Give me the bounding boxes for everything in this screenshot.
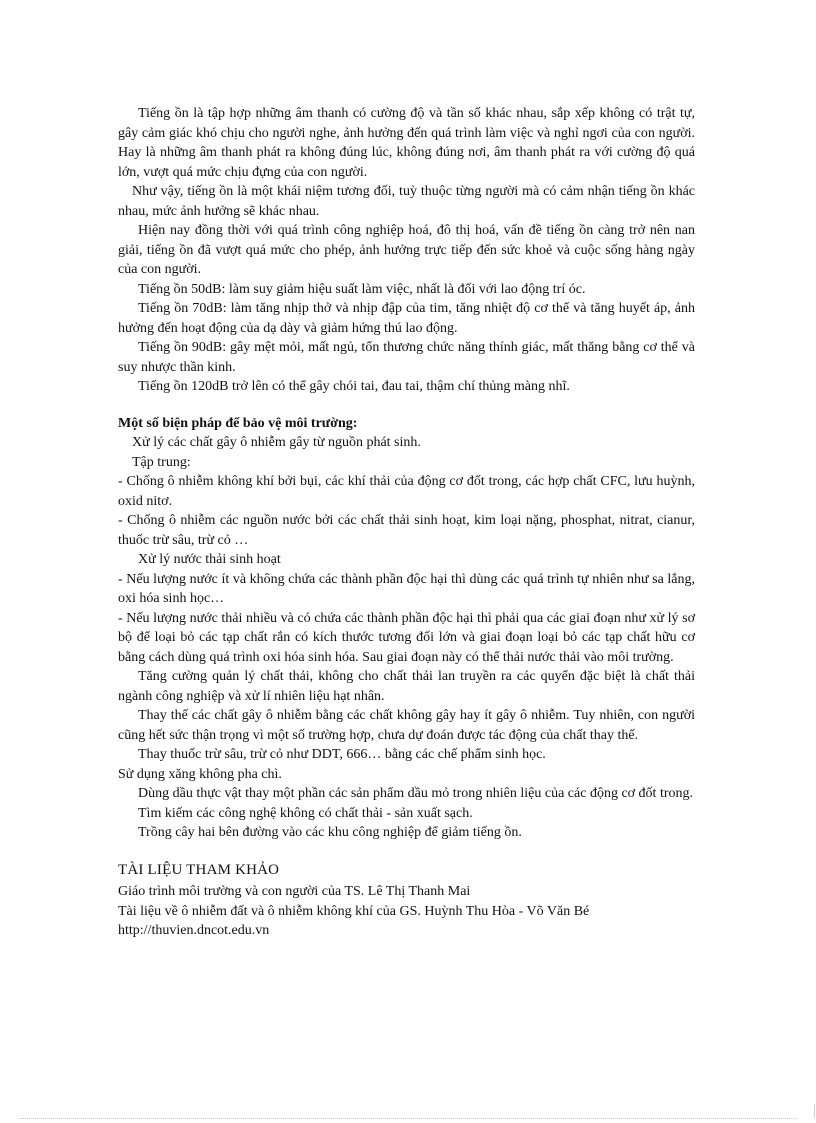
- reference-item: Giáo trình môi trường và con người của TS. Lê Thị Thanh Mai: [118, 884, 471, 899]
- reference-item: Tài liệu về ô nhiễm đất và ô nhiễm không khí của GS. Huỳnh Thu Hòa - Võ Văn Bé: [118, 903, 590, 919]
- paragraph-vegetable-oil: Dùng dầu thực vật thay một phần các sản phẩm dầu mỏ trong nhiên liệu của các động cơ đốt trong.: [138, 786, 694, 801]
- paragraph-noise-relative: Như vậy, tiếng ồn là một khái niệm tương đối, tuỳ thuộc từng người mà có cảm nhận tiếng ồn khác nhau, mức ảnh hưởng sẽ khác nhau.: [118, 184, 695, 219]
- paragraph-noise-120db: Tiếng ồn 120dB trở lên có thể gây chói tai, đau tai, thậm chí thủng màng nhĩ.: [138, 379, 570, 394]
- references-title: TÀI LIỆU THAM KHẢO: [118, 861, 280, 878]
- list-item: - Chống ô nhiễm các nguồn nước bởi các chất thải sinh hoạt, kim loại nặng, phosphat, nitrat, cianur, thuốc trừ sâu, trừ cỏ …: [118, 513, 695, 548]
- list-item: - Nếu lượng nước thải nhiều và có chứa các thành phần độc hại thì phải qua các giai đoạn như xử lý sơ bộ để loại bỏ các tạp chất rắn có kích thước tương đối lớn và giai đoạn loại bỏ các tạp chất hữu cơ bằng cách dùng quá trình oxi hóa sinh hóa. Sau giai đoạn này có thể thải nước thải vào môi trường.: [118, 610, 695, 665]
- paragraph-noise-90db: Tiếng ồn 90dB: gây mệt mỏi, mất ngủ, tổn thương chức năng thính giác, mất thăng bằng cơ thể và suy nhược thần kinh.: [118, 340, 695, 375]
- paragraph-waste-management: Tăng cường quản lý chất thải, không cho chất thải lan truyền ra các quyển đặc biệt là chất thải ngành công nghiệp và xử lí nhiên liệu hạt nhân.: [118, 669, 695, 704]
- paragraph-clean-technology: Tìm kiếm các công nghệ không có chất thải - sản xuất sạch.: [138, 805, 473, 821]
- references-section: [118, 861, 695, 941]
- section-heading: Một số biện pháp để bảo vệ môi trường:: [118, 415, 358, 431]
- paragraph-unleaded-fuel: Sử dụng xăng không pha chì.: [118, 766, 282, 782]
- paragraph-noise-definition: Tiếng ồn là tập hợp những âm thanh có cường độ và tần số khác nhau, sắp xếp không có trật tự, gây cảm giác khó chịu cho người nghe, ảnh hưởng đến quá trình làm việc và nghỉ ngơi của con người. Hay là những âm thanh phát ra không đúng lúc, không đúng nơi, âm thanh phát ra với cường độ quá lớn, vượt quá mức chịu đựng của con người.: [118, 106, 695, 180]
- paragraph-noise-70db: Tiếng ồn 70dB: làm tăng nhịp thở và nhịp đập của tim, tăng nhiệt độ cơ thể và tăng huyết áp, ảnh hưởng đến hoạt động của dạ dày và giảm hứng thú lao động.: [118, 301, 695, 336]
- list-item: - Nếu lượng nước ít và không chứa các thành phần độc hại thì dùng các quá trình tự nhiên như sa lắng, oxi hóa sinh học…: [118, 571, 695, 606]
- paragraph-tree-planting: Trồng cây hai bên đường vào các khu công nghiệp để giảm tiếng ồn.: [138, 825, 522, 840]
- paragraph-substitution: Thay thế các chất gây ô nhiễm bằng các chất không gây hay ít gây ô nhiễm. Tuy nhiên, con người cũng hết sức thận trọng vì một số trường hợp, chưa dự đoán được tác động của chất thay thế.: [118, 708, 695, 743]
- paragraph-noise-50db: Tiếng ồn 50dB: làm suy giảm hiệu suất làm việc, nhất là đối với lao động trí óc.: [138, 281, 586, 297]
- paragraph-pesticide: Thay thuốc trừ sâu, trừ cỏ như DDT, 666… bằng các chế phẩm sinh học.: [138, 747, 546, 762]
- paragraph-treat-source: Xử lý các chất gây ô nhiễm gây từ nguồn phát sinh.: [132, 435, 421, 450]
- paragraph-noise-industrialization: Hiện nay đồng thời với quá trình công nghiệp hoá, đô thị hoá, vấn đề tiếng ồn càng trở nên nan giải, tiếng ồn đã vượt quá mức cho phép, ảnh hưởng trực tiếp đến sức khoẻ và cuộc sống hàng ngày của con người.: [118, 223, 695, 277]
- paragraph-wastewater: Xử lý nước thải sinh hoạt: [138, 552, 281, 567]
- document-page: [118, 104, 695, 941]
- page-bottom-divider: [20, 1118, 796, 1119]
- paragraph-focus: Tập trung:: [132, 454, 191, 470]
- page-corner-mark: [814, 1104, 815, 1118]
- list-item: - Chống ô nhiễm không khí bởi bụi, các khí thải của động cơ đốt trong, các hợp chất CFC, lưu huỳnh, oxid nitơ.: [118, 474, 695, 509]
- reference-link[interactable]: http://thuvien.dncot.edu.vn: [118, 923, 270, 938]
